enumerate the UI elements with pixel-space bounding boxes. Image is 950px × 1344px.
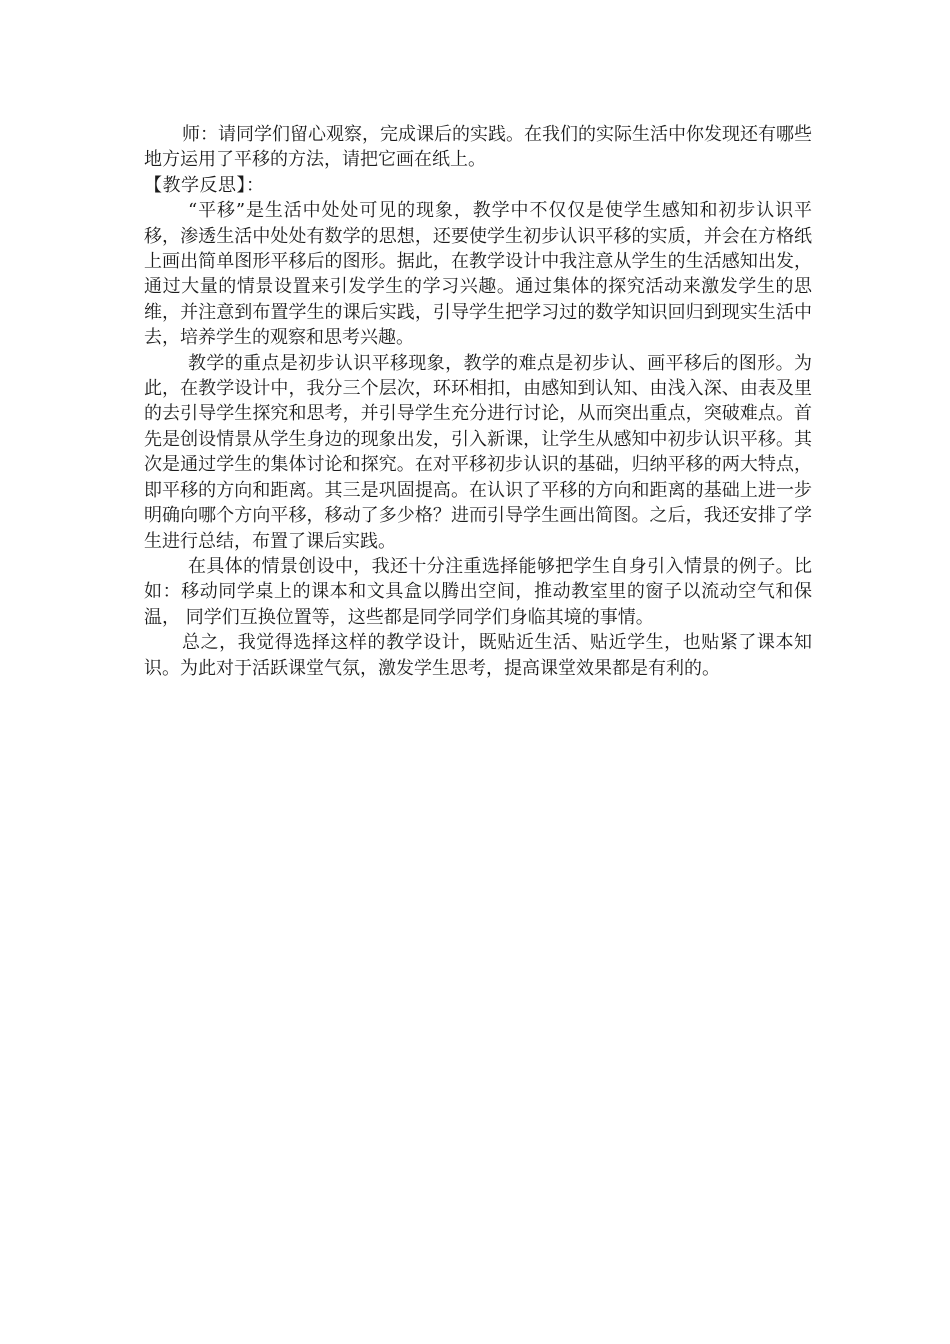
reflection-paragraph-2: 教学的重点是初步认识平移现象，教学的难点是初步认、画平移后的图形。为此，在教学设计中，我分三个层次，环环相扣，由感知到认知、由浅入深、由表及里的去引导学生探究和思考，并引导学生充分进行讨论，从而突出重点，突破难点。首先是创设情景从学生身边的现象出发，引入新课，让学生从感知中初步认识平移。其次是通过学生的集体讨论和探究。在对平移初步认识的基础，归纳平移的两大特点，即平移的方向和距离。其三是巩固提高。在认识了平移的方向和距离的基础上进一步明确向哪个方向平移，移动了多少格？进而引导学生画出简图。之后，我还安排了学生进行总结，布置了课后实践。: [144, 352, 812, 552]
reflection-heading: 【教学反思】：: [144, 174, 265, 196]
reflection-paragraph-1: “平移”是生活中处处可见的现象，教学中不仅仅是使学生感知和初步认识平移，渗透生活中处处有数学的思想，还要使学生初步认识平移的实质，并会在方格纸上画出简单图形平移后的图形。据此，在教学设计中我注意从学生的生活感知出发，通过大量的情景设置来引发学生的学习兴趣。通过集体的探究活动来激发学生的思维，并注意到布置学生的课后实践，引导学生把学习过的数学知识回归到现实生活中去，培养学生的观察和思考兴趣。: [144, 200, 812, 349]
document-page: [144, 122, 812, 681]
reflection-paragraph-3: 在具体的情景创设中，我还十分注重选择能够把学生自身引入情景的例子。比如：移动同学桌上的课本和文具盒以腾出空间，推动教室里的窗子以流动空气和保温， 同学们互换位置等，这些都是同学同学们身临其境的事情。: [144, 555, 812, 628]
reflection-paragraph-4: 总之，我觉得选择这样的教学设计，既贴近生活、贴近学生，也贴紧了课本知识。为此对于活跃课堂气氛，激发学生思考，提高课堂效果都是有利的。: [144, 632, 812, 679]
practice-paragraph: 师：请同学们留心观察，完成课后的实践。在我们的实际生活中你发现还有哪些地方运用了平移的方法，请把它画在纸上。: [144, 124, 812, 171]
